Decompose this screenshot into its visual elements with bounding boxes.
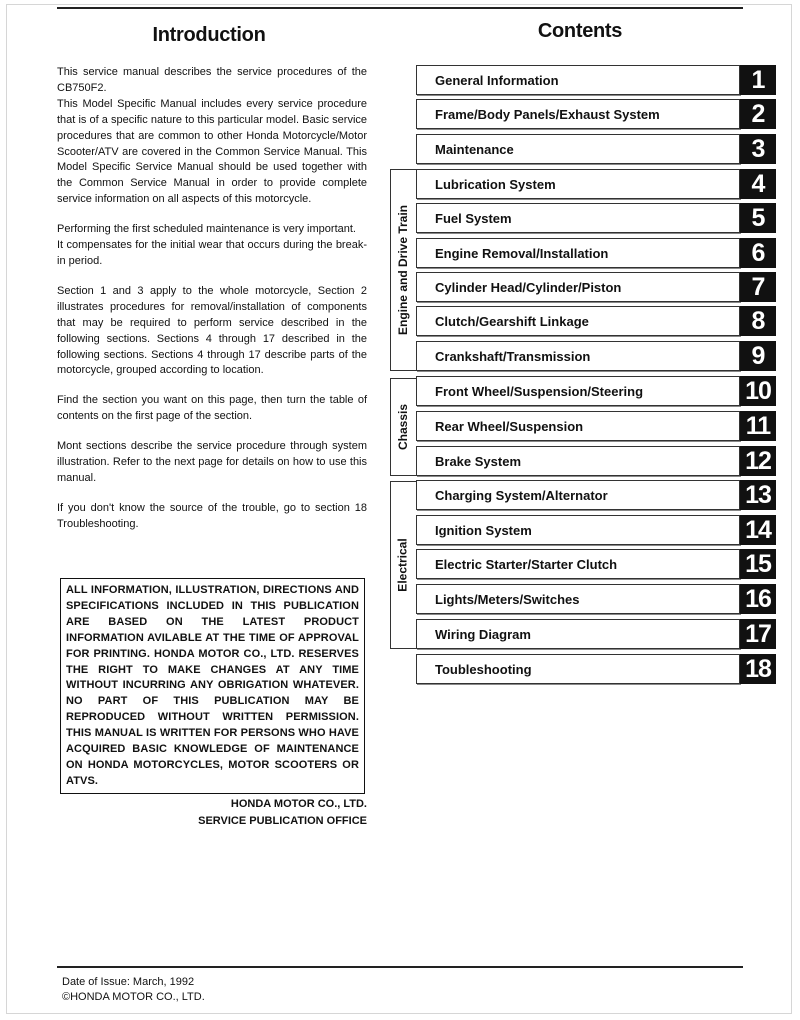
toc-item-frame-body-panels[interactable] — [416, 99, 740, 129]
toc-item-label: Charging System/Alternator — [435, 487, 608, 503]
toc-item-label: Frame/Body Panels/Exhaust System — [435, 106, 660, 122]
issue-date: Date of Issue: March, 1992 — [62, 976, 195, 988]
toc-item-electric-starter[interactable] — [416, 549, 740, 579]
group-label-chassis: Chassis — [396, 403, 410, 451]
toc-item-label: Electric Starter/Starter Clutch — [435, 556, 618, 572]
toc-number-tab[interactable]: 7 — [740, 272, 776, 302]
toc-item-lubrication-system[interactable] — [416, 169, 740, 199]
toc-number-tab[interactable]: 11 — [740, 411, 776, 441]
toc-number-tab[interactable]: 14 — [740, 515, 776, 545]
intro-paragraph-5: Section 1 and 3 apply to the whole motorcycle, Section 2 illustrates procedures for removal/installation of components that may be required to perform service described in the following sections. Sections 4 through 17 described in the following sections. Sections 4 through 17 describe parts of the motorcycle, grouped according to location. — [57, 284, 367, 377]
toc-number-tab[interactable]: 4 — [740, 169, 776, 199]
intro-paragraph-2: This Model Specific Manual includes every service procedure that is of a specific nature to this particular model. Basic service procedures that are common to other Honda Motorcycle/Motor Scooter/ATV are covered in the Common Service Manual. This Model Specific Service Manual should be used together with the Common Service Manual in order to provide complete service information on all aspects of this motorcycle. — [57, 97, 367, 206]
intro-text — [57, 65, 367, 547]
intro-paragraph-3: Performing the first scheduled maintenance is very important. — [57, 223, 356, 236]
toc-number-tab[interactable]: 1 — [740, 65, 776, 95]
toc-item-label: General Information — [435, 72, 559, 88]
toc-item-cylinder-head[interactable] — [416, 272, 740, 302]
toc-item-maintenance[interactable] — [416, 134, 740, 164]
group-label-electrical: Electrical — [396, 538, 410, 592]
toc-number-tab[interactable]: 6 — [740, 238, 776, 268]
group-label-engine: Engine and Drive Train — [396, 204, 410, 336]
toc-item-label: Wiring Diagram — [435, 626, 531, 642]
toc-item-label: Rear Wheel/Suspension — [435, 418, 584, 434]
intro-paragraph-8: If you don't know the source of the trouble, go to section 18 Troubleshooting. — [57, 501, 367, 530]
copyright: ©HONDA MOTOR CO., LTD. — [62, 991, 205, 1003]
toc-item-label: Cylinder Head/Cylinder/Piston — [435, 279, 622, 295]
toc-item-troubleshooting[interactable] — [416, 654, 740, 684]
toc-number-tab[interactable]: 5 — [740, 203, 776, 233]
toc-item-label: Brake System — [435, 453, 521, 469]
toc-item-lights-meters[interactable] — [416, 584, 740, 614]
intro-paragraph-6: Find the section you want on this page, then turn the table of contents on the first page of the section. — [57, 394, 367, 423]
top-rule — [57, 7, 743, 9]
toc-number-tab[interactable]: 13 — [740, 480, 776, 510]
toc-number-tab[interactable]: 17 — [740, 619, 776, 649]
toc-item-brake-system[interactable] — [416, 446, 740, 476]
toc-item-rear-wheel[interactable] — [416, 411, 740, 441]
toc-item-front-wheel[interactable] — [416, 376, 740, 406]
toc-number-tab[interactable]: 9 — [740, 341, 776, 371]
toc-number-tab[interactable]: 8 — [740, 306, 776, 336]
intro-paragraph-7: Mont sections describe the service procedure through system illustration. Refer to the next page for details on how to use this manual. — [57, 440, 367, 484]
toc-item-label: Lubrication System — [435, 176, 556, 192]
publisher-office: SERVICE PUBLICATION OFFICE — [198, 815, 367, 827]
toc-item-crankshaft-transmission[interactable] — [416, 341, 740, 371]
toc-item-general-information[interactable] — [416, 65, 740, 95]
toc-item-label: Fuel System — [435, 210, 512, 226]
contents-title: Contents — [537, 20, 623, 42]
disclaimer-box: ALL INFORMATION, ILLUSTRATION, DIRECTIONS AND SPECIFICATIONS INCLUDED IN THIS PUBLICATION ARE BASED ON THE LATEST PRODUCT INFORMATION AVILABLE AT THE TIME OF APPROVAL FOR PRINTING. HONDA MOTOR CO., LTD. RESERVES THE RIGHT TO MAKE CHANGES AT ANY TIME WITHOUT INCURRING ANY OBRIGATION WHATEVER. NO PART OF THIS PUBLICATION MAY BE REPRODUCED WITHOUT WRITTEN PERMISSION. THIS MANUAL IS WRITTEN FOR PERSONS WHO HAVE ACQUIRED BASIC KNOWLEDGE OF MAINTENANCE ON HONDA MOTORCYCLES, MOTOR SCOOTERS OR ATVS. — [60, 578, 365, 794]
intro-paragraph-4: It compensates for the initial wear that occurs during the break-in period. — [57, 239, 367, 267]
toc-item-label: Toubleshooting — [435, 661, 532, 677]
toc-item-clutch-gearshift[interactable] — [416, 306, 740, 336]
toc-number-tab[interactable]: 18 — [740, 654, 776, 684]
toc-item-label: Engine Removal/Installation — [435, 245, 609, 261]
toc-number-tab[interactable]: 3 — [740, 134, 776, 164]
toc-number-tab[interactable]: 2 — [740, 99, 776, 129]
toc-item-label: Clutch/Gearshift Linkage — [435, 313, 589, 329]
toc-item-label: Lights/Meters/Switches — [435, 591, 580, 607]
toc-number-tab[interactable]: 15 — [740, 549, 776, 579]
bottom-rule — [57, 966, 743, 968]
toc-item-fuel-system[interactable] — [416, 203, 740, 233]
toc-item-charging-system[interactable] — [416, 480, 740, 510]
toc-number-tab[interactable]: 12 — [740, 446, 776, 476]
toc-number-tab[interactable]: 16 — [740, 584, 776, 614]
toc-item-engine-removal[interactable] — [416, 238, 740, 268]
toc-item-label: Front Wheel/Suspension/Steering — [435, 383, 644, 399]
toc-item-wiring-diagram[interactable] — [416, 619, 740, 649]
intro-title: Introduction — [152, 24, 266, 46]
toc-item-label: Maintenance — [435, 141, 514, 157]
footer — [62, 975, 205, 1005]
toc-item-label: Ignition System — [435, 522, 532, 538]
toc-number-tab[interactable]: 10 — [740, 376, 776, 406]
publisher-name: HONDA MOTOR CO., LTD. — [230, 798, 367, 810]
toc-item-label: Crankshaft/Transmission — [435, 348, 591, 364]
toc-item-ignition-system[interactable] — [416, 515, 740, 545]
intro-paragraph-1: This service manual describes the service procedures of the CB750F2. — [57, 66, 367, 94]
